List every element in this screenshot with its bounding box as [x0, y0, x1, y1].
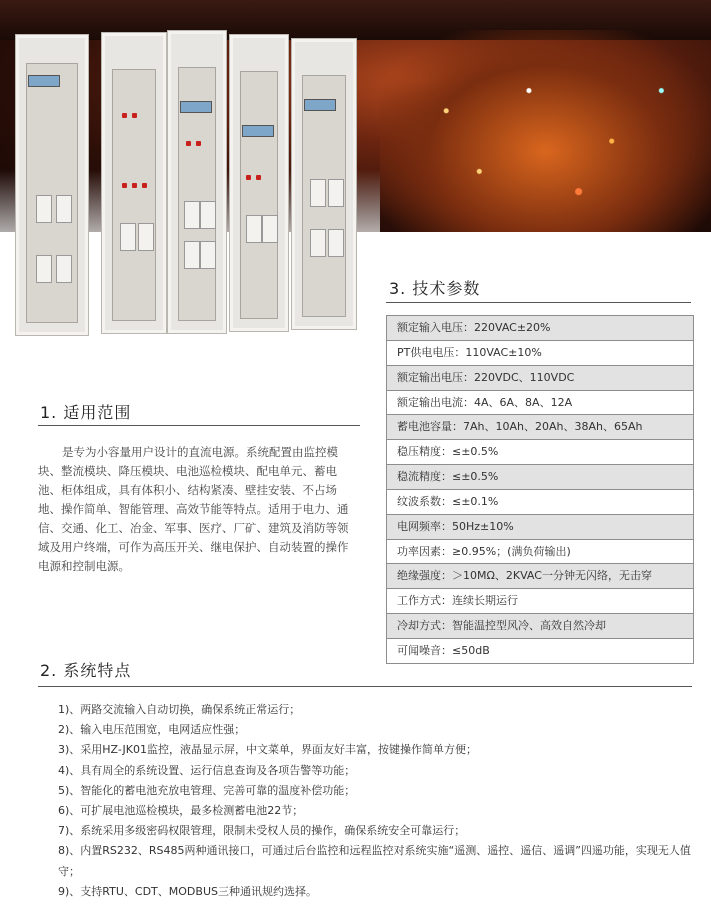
list-item: 9)、支持RTU、CDT、MODBUS三种通讯规约选择。 — [58, 884, 317, 898]
city-night-lights — [380, 30, 711, 232]
table-row: 额定输出电流：4A、6A、8A、12A — [387, 391, 693, 416]
table-row: 额定输出电压：220VDC、110VDC — [387, 366, 693, 391]
features-list — [58, 700, 698, 902]
table-row: 蓄电池容量：7Ah、10Ah、20Ah、38Ah、65Ah — [387, 415, 693, 440]
list-item: 8)、内置RS232、RS485两种通讯接口，可通过后台监控和远程监控对系统实施“遥测、遥控、遥信、遥调”四遥功能，实现无人值守； — [58, 844, 691, 878]
cabinet-2 — [101, 32, 167, 334]
section1-title: 1. 适用范围 — [40, 403, 132, 422]
table-row: 冷却方式：智能温控型风冷、高效自然冷却 — [387, 614, 693, 639]
cabinet-3 — [167, 30, 227, 334]
table-row: 可闻噪音：≤50dB — [397, 643, 490, 657]
table-row: 工作方式：连续长期运行 — [387, 589, 693, 614]
table-row: 稳流精度：≤±0.5% — [387, 465, 693, 490]
table-row: 电网频率：50Hz±10% — [387, 515, 693, 540]
cabinet-5 — [291, 38, 357, 330]
section3-title: 3. 技术参数 — [389, 279, 481, 298]
table-row: 额定输入电压：220VAC±20% — [387, 316, 693, 341]
section3-rule — [386, 302, 691, 303]
section2-title: 2. 系统特点 — [40, 661, 132, 680]
table-row: 绝缘强度：＞10MΩ、2KVAC一分钟无闪络，无击穿 — [387, 564, 693, 589]
table-row: 纹波系数：≤±0.1% — [387, 490, 693, 515]
list-item: 4)、具有周全的系统设置、运行信息查询及各项告警等功能； — [58, 763, 356, 777]
table-row: PT供电电压：110VAC±10% — [387, 341, 693, 366]
list-item: 5)、智能化的蓄电池充放电管理、完善可靠的温度补偿功能； — [58, 783, 356, 797]
power-cabinet-image — [15, 28, 381, 336]
list-item: 6)、可扩展电池巡检模块，最多检测蓄电池22节； — [58, 804, 304, 818]
list-item: 1)、两路交流输入自动切换，确保系统正常运行； — [58, 703, 301, 716]
cabinet-1 — [15, 34, 89, 336]
section1-rule — [38, 425, 360, 426]
section2-rule — [38, 686, 692, 687]
list-item: 2)、输入电压范围宽，电网适应性强； — [58, 723, 246, 737]
section1-paragraph: 是专为小容量用户设计的直流电源。系统配置由监控模块、整流模块、降压模块、电池巡检模块、配电单元、蓄电池、柜体组成，具有体积小、结构紧凑、壁挂安装、不占场地、操作简单、智能管理、高效节能等特点。适用于电力、通信、交通、化工、冶金、军事、医疗、厂矿、建筑及消防等领域及用户终端，可作为高压开关、继电保护、自动装置的操作电源和控制电源。 — [38, 445, 349, 573]
cabinet-4 — [229, 34, 289, 332]
list-item: 7)、系统采用多级密码权限管理，限制未受权人员的操作，确保系统安全可靠运行； — [58, 824, 466, 838]
tech-params-table — [386, 315, 694, 664]
table-row: 功率因素：≥0.95%；(满负荷输出) — [387, 540, 693, 565]
table-row: 稳压精度：≤±0.5% — [387, 440, 693, 465]
list-item: 3)、采用HZ-JK01监控，液晶显示屏，中文菜单，界面友好丰富，按键操作简单方便； — [58, 743, 477, 757]
